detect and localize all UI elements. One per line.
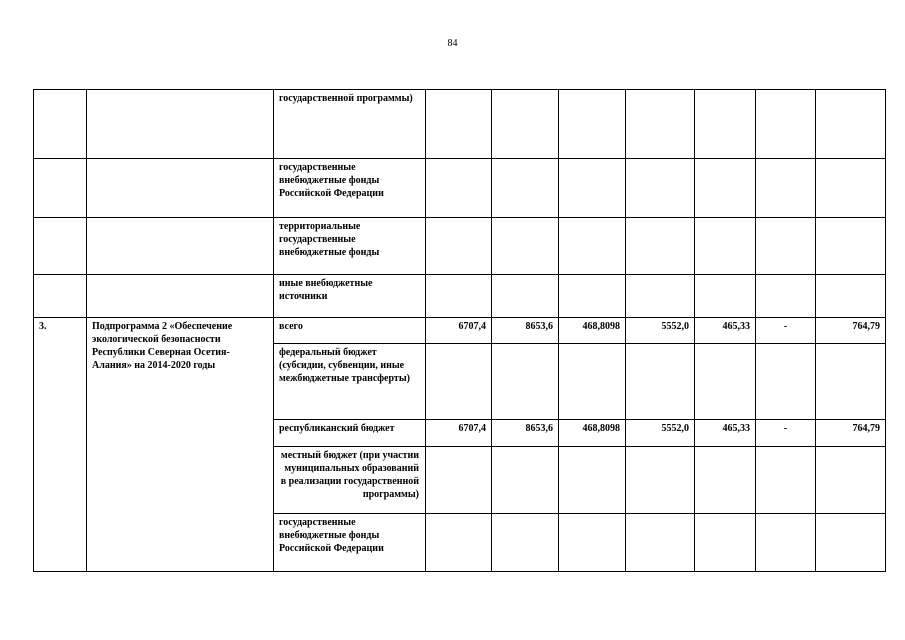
subprogram-name: Подпрограмма 2 «Обеспечение экологической безопасности Республики Северная Осетия-Алания» на 2014-2020 годы <box>87 318 274 572</box>
index-cell <box>34 90 87 159</box>
index-cell <box>34 159 87 218</box>
value-cell <box>559 218 626 275</box>
value-cell <box>695 514 756 572</box>
value-cell <box>695 447 756 514</box>
value-cell: 8653,6 <box>492 318 559 344</box>
name-cell <box>87 275 274 318</box>
page-number: 84 <box>447 38 458 49</box>
value-cell <box>559 275 626 318</box>
value-cell: 6707,4 <box>426 318 492 344</box>
value-cell <box>426 159 492 218</box>
value-cell <box>426 218 492 275</box>
value-cell <box>756 275 816 318</box>
value-cell <box>756 159 816 218</box>
table-row <box>34 218 886 275</box>
value-cell: 6707,4 <box>426 420 492 447</box>
name-cell <box>87 159 274 218</box>
value-cell <box>492 90 559 159</box>
value-cell <box>816 218 886 275</box>
table-row <box>34 318 886 344</box>
value-cell <box>626 275 695 318</box>
value-cell <box>756 90 816 159</box>
source-cell: всего <box>274 318 426 344</box>
source-cell: государственные внебюджетные фонды Российской Федерации <box>274 514 426 572</box>
value-cell <box>695 159 756 218</box>
value-cell <box>426 90 492 159</box>
value-cell <box>559 159 626 218</box>
source-cell: иные внебюджетные источники <box>274 275 426 318</box>
value-cell: 8653,6 <box>492 420 559 447</box>
value-cell <box>492 218 559 275</box>
value-cell <box>426 514 492 572</box>
value-cell: 5552,0 <box>626 420 695 447</box>
value-cell <box>816 90 886 159</box>
name-cell <box>87 218 274 275</box>
value-cell <box>695 218 756 275</box>
value-cell <box>426 447 492 514</box>
source-cell: территориальные государственные внебюджетные фонды <box>274 218 426 275</box>
value-cell <box>816 447 886 514</box>
value-cell <box>492 447 559 514</box>
value-cell <box>626 90 695 159</box>
value-cell <box>492 275 559 318</box>
value-cell: - <box>756 318 816 344</box>
value-cell <box>626 344 695 420</box>
value-cell <box>426 344 492 420</box>
value-cell <box>492 344 559 420</box>
budget-table <box>33 89 886 572</box>
value-cell <box>626 218 695 275</box>
value-cell <box>756 218 816 275</box>
value-cell <box>559 514 626 572</box>
value-cell <box>695 275 756 318</box>
value-cell <box>816 159 886 218</box>
name-cell <box>87 90 274 159</box>
table-row <box>34 275 886 318</box>
value-cell <box>559 344 626 420</box>
index-cell <box>34 218 87 275</box>
source-cell: федеральный бюджет (субсидии, субвенции, иные межбюджетные трансферты) <box>274 344 426 420</box>
value-cell: 764,79 <box>816 420 886 447</box>
value-cell: 764,79 <box>816 318 886 344</box>
value-cell: 468,8098 <box>559 420 626 447</box>
value-cell <box>816 344 886 420</box>
value-cell <box>816 514 886 572</box>
value-cell: 465,33 <box>695 318 756 344</box>
value-cell <box>426 275 492 318</box>
value-cell <box>626 447 695 514</box>
source-cell: государственные внебюджетные фонды Российской Федерации <box>274 159 426 218</box>
subprogram-index: 3. <box>34 318 87 572</box>
value-cell: - <box>756 420 816 447</box>
value-cell <box>559 447 626 514</box>
value-cell: 5552,0 <box>626 318 695 344</box>
value-cell <box>695 90 756 159</box>
value-cell <box>559 90 626 159</box>
source-cell: государственной программы) <box>274 90 426 159</box>
value-cell <box>816 275 886 318</box>
index-cell <box>34 275 87 318</box>
table-row <box>34 90 886 159</box>
value-cell <box>492 159 559 218</box>
table-row <box>34 159 886 218</box>
value-cell <box>626 514 695 572</box>
value-cell: 465,33 <box>695 420 756 447</box>
value-cell: 468,8098 <box>559 318 626 344</box>
value-cell <box>626 159 695 218</box>
value-cell <box>756 514 816 572</box>
source-cell: республиканский бюджет <box>274 420 426 447</box>
value-cell <box>756 447 816 514</box>
value-cell <box>756 344 816 420</box>
value-cell <box>492 514 559 572</box>
source-cell: местный бюджет (при участии муниципальных образований в реализации государственной программы) <box>274 447 426 514</box>
value-cell <box>695 344 756 420</box>
